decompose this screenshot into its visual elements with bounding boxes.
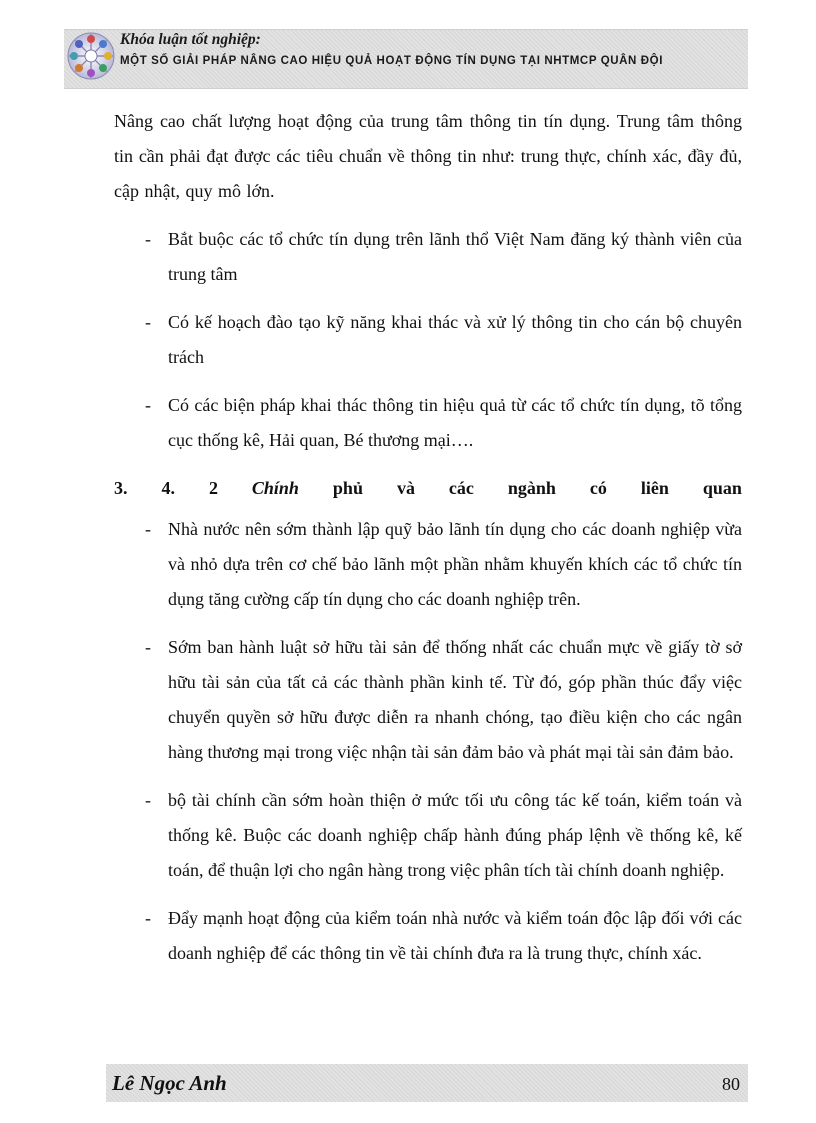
header-title: MỘT SỐ GIẢI PHÁP NÂNG CAO HIỆU QUẢ HOẠT ĐỘNG TÍN DỤNG TẠI NHTMCP QUÂN ĐỘI <box>120 55 663 67</box>
list-item <box>114 901 742 971</box>
page-content <box>114 104 742 984</box>
bullet-dash: - <box>145 519 151 539</box>
section-number-2: 4. <box>161 478 175 498</box>
list-item-text: Có kế hoạch đào tạo kỹ năng khai thác và xử lý thông tin cho cán bộ chuyên trách <box>168 312 742 367</box>
list-item <box>114 222 742 292</box>
list-item-text: Bắt buộc các tổ chức tín dụng trên lãnh thổ Việt Nam đăng ký thành viên của trung tâm <box>168 229 742 284</box>
footer-author: Lê Ngọc Anh <box>112 1071 227 1095</box>
list-item <box>114 630 742 770</box>
list-item <box>114 305 742 375</box>
page-number: 80 <box>722 1074 740 1094</box>
header-subtitle: Khóa luận tốt nghiệp: <box>120 31 261 48</box>
list-item <box>114 783 742 888</box>
section-number-1: 3. <box>114 478 128 498</box>
bullet-dash: - <box>145 312 151 332</box>
bullet-dash: - <box>145 229 151 249</box>
list-item-text: Sớm ban hành luật sở hữu tài sản để thống nhất các chuẩn mực về giấy tờ sở hữu tài sản của tất cả các thành phần kinh tế. Từ đó, góp phần thúc đẩy việc chuyển quyền sở hữu được diễn ra nhanh chóng, tạo điều kiện cho các ngân hàng thương mại trong việc nhận tài sản đảm bảo và phát mại tài sản đảm bảo. <box>168 637 742 762</box>
list-item <box>114 512 742 617</box>
bullet-dash: - <box>145 790 151 810</box>
section-number-3: 2 <box>208 478 218 498</box>
list-item <box>114 388 742 458</box>
section-title-word: và <box>396 478 415 498</box>
section-title-word: liên <box>640 478 669 498</box>
bullet-dash: - <box>145 395 151 415</box>
list-item-text: Có các biện pháp khai thác thông tin hiệu quả từ các tổ chức tín dụng, tõ tổng cục thống kê, Hải quan, Bé thương mại…. <box>168 395 742 450</box>
section-title-word: có <box>589 478 607 498</box>
section-title-word: ngành <box>507 478 556 498</box>
section-title-word: phủ <box>332 478 363 498</box>
intro-paragraph: Nâng cao chất lượng hoạt động của trung tâm thông tin tín dụng. Trung tâm thông tin cần phải đạt được các tiêu chuẩn về thông tin như: trung thực, chính xác, đầy đủ, cập nhật, quy mô lớn. <box>114 111 742 201</box>
bullet-dash: - <box>145 637 151 657</box>
section-heading <box>114 471 742 506</box>
list-item-text: Đẩy mạnh hoạt động của kiểm toán nhà nước và kiểm toán độc lập đối với các doanh nghiệp để các thông tin về tài chính đưa ra là trung thực, chính xác. <box>168 908 742 963</box>
list-item-text: Nhà nước nên sớm thành lập quỹ bảo lãnh tín dụng cho các doanh nghiệp vừa và nhỏ dựa trên cơ chế bảo lãnh một phần nhằm khuyến khích các tổ chức tín dụng tăng cường cấp tín dụng cho các doanh nghiệp trên. <box>168 519 742 609</box>
logo-wheel-icon <box>66 31 116 81</box>
section-title-word: Chính <box>251 478 299 498</box>
section-title-word: quan <box>702 478 742 498</box>
bullet-dash: - <box>145 908 151 928</box>
section-title-word: các <box>448 478 474 498</box>
list-item-text: bộ tài chính cần sớm hoàn thiện ở mức tối ưu công tác kế toán, kiểm toán và thống kê. Buộc các doanh nghiệp chấp hành đúng pháp lệnh về thống kê, kế toán, để thuận lợi cho ngân hàng trong việc phân tích tài chính doanh nghiệp. <box>168 790 742 880</box>
